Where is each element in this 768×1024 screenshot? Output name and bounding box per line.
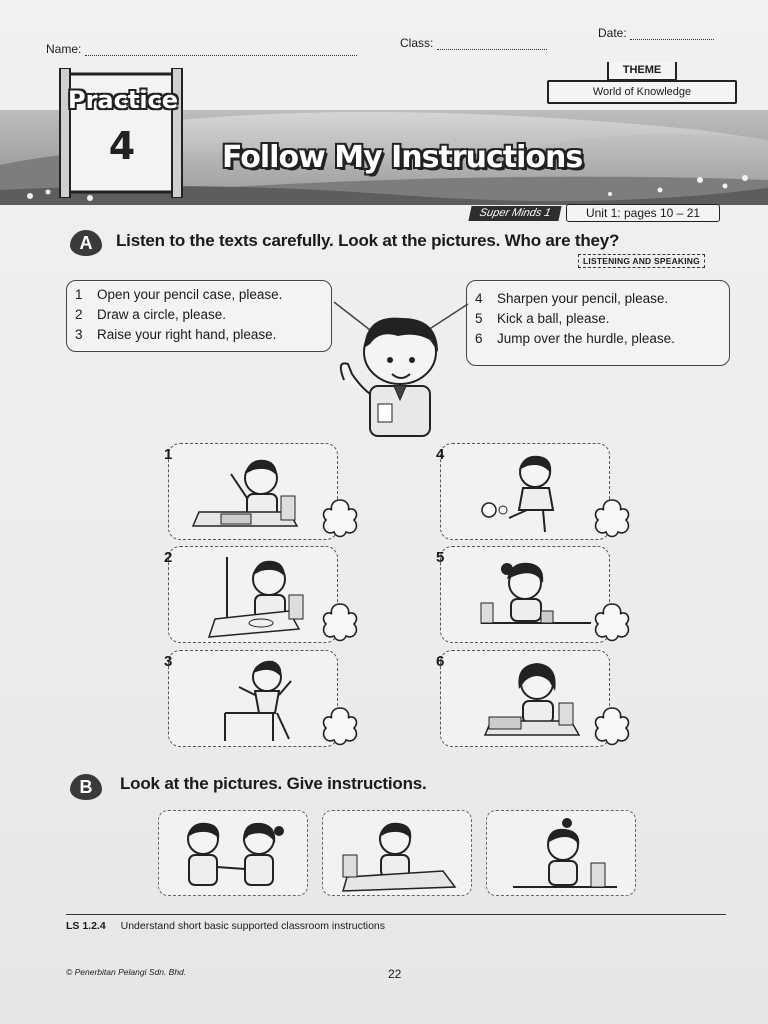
standard-text: Understand short basic supported classroom instructions	[120, 920, 386, 932]
girl-opening-pencil-case-illustration	[441, 651, 609, 746]
card-number-3: 3	[164, 653, 173, 670]
picture-card-4	[440, 443, 610, 540]
name-field[interactable]	[46, 42, 357, 56]
practice-word: Practice	[68, 86, 179, 114]
class-field[interactable]	[400, 36, 547, 50]
bubble-line-1: 1 Open your pencil case, please.	[75, 287, 283, 302]
picture-b-2	[322, 810, 472, 896]
speech-bubble-left	[66, 280, 332, 352]
bubble-line-3: 3 Raise your right hand, please.	[75, 327, 277, 342]
picture-card-5	[440, 546, 610, 643]
book-tag: Super Minds 1	[468, 206, 561, 221]
card-number-4: 4	[436, 446, 445, 463]
standard-code: LS 1.2.4	[66, 920, 106, 932]
picture-card-1	[168, 443, 338, 540]
picture-card-2	[168, 546, 338, 643]
class-blank[interactable]	[437, 39, 547, 50]
section-a-instruction: Listen to the texts carefully. Look at the pictures. Who are they?	[116, 231, 620, 250]
skill-tag: LISTENING AND SPEAKING	[578, 254, 705, 268]
date-label: Date:	[598, 26, 627, 40]
copyright: © Penerbitan Pelangi Sdn. Bhd.	[66, 967, 187, 977]
boy-writing-illustration	[323, 811, 471, 895]
girl-at-desk-illustration	[487, 811, 635, 895]
name-label: Name:	[46, 42, 82, 56]
picture-b-3	[486, 810, 636, 896]
bubble-line-2: 2 Draw a circle, please.	[75, 307, 227, 322]
practice-board	[58, 68, 184, 198]
section-b-instruction: Look at the pictures. Give instructions.	[120, 774, 427, 793]
flower-answer-4[interactable]	[590, 496, 634, 540]
flower-answer-2[interactable]	[318, 600, 362, 644]
boy-opening-pencil-case-illustration	[169, 444, 337, 539]
learning-standard	[66, 920, 385, 932]
picture-card-6	[440, 650, 610, 747]
picture-b-1	[158, 810, 308, 896]
flower-answer-3[interactable]	[318, 704, 362, 748]
boy-drawing-circle-illustration	[169, 547, 337, 642]
date-field[interactable]	[598, 26, 714, 40]
flower-answer-5[interactable]	[590, 600, 634, 644]
practice-number: 4	[108, 124, 136, 168]
flower-answer-6[interactable]	[590, 704, 634, 748]
card-number-6: 6	[436, 653, 445, 670]
name-blank[interactable]	[85, 45, 357, 56]
card-number-2: 2	[164, 549, 173, 566]
card-number-1: 1	[164, 446, 173, 463]
boy-speaker-illustration	[326, 290, 476, 440]
bubble-line-5: 5 Kick a ball, please.	[475, 311, 610, 326]
theme-label: THEME	[607, 62, 677, 81]
picture-card-3	[168, 650, 338, 747]
two-children-illustration	[159, 811, 307, 895]
card-number-5: 5	[436, 549, 445, 566]
boy-jumping-hurdle-illustration	[169, 651, 337, 746]
girl-kicking-ball-illustration	[441, 444, 609, 539]
page-title: Follow My Instructions	[222, 140, 583, 175]
bubble-line-4: 4 Sharpen your pencil, please.	[475, 291, 669, 306]
girl-sharpening-pencil-illustration	[441, 547, 609, 642]
class-label: Class:	[400, 36, 434, 50]
bubble-line-6: 6 Jump over the hurdle, please.	[475, 331, 675, 346]
speech-bubble-right	[466, 280, 730, 366]
section-b-badge: B	[70, 774, 102, 800]
flower-answer-1[interactable]	[318, 496, 362, 540]
page-number: 22	[388, 967, 402, 981]
theme-value: World of Knowledge	[547, 80, 737, 104]
footer-divider	[66, 914, 726, 915]
theme-box	[547, 62, 735, 106]
date-blank[interactable]	[630, 29, 714, 40]
section-a-badge: A	[70, 230, 102, 256]
unit-reference: Unit 1: pages 10 – 21	[566, 204, 720, 222]
